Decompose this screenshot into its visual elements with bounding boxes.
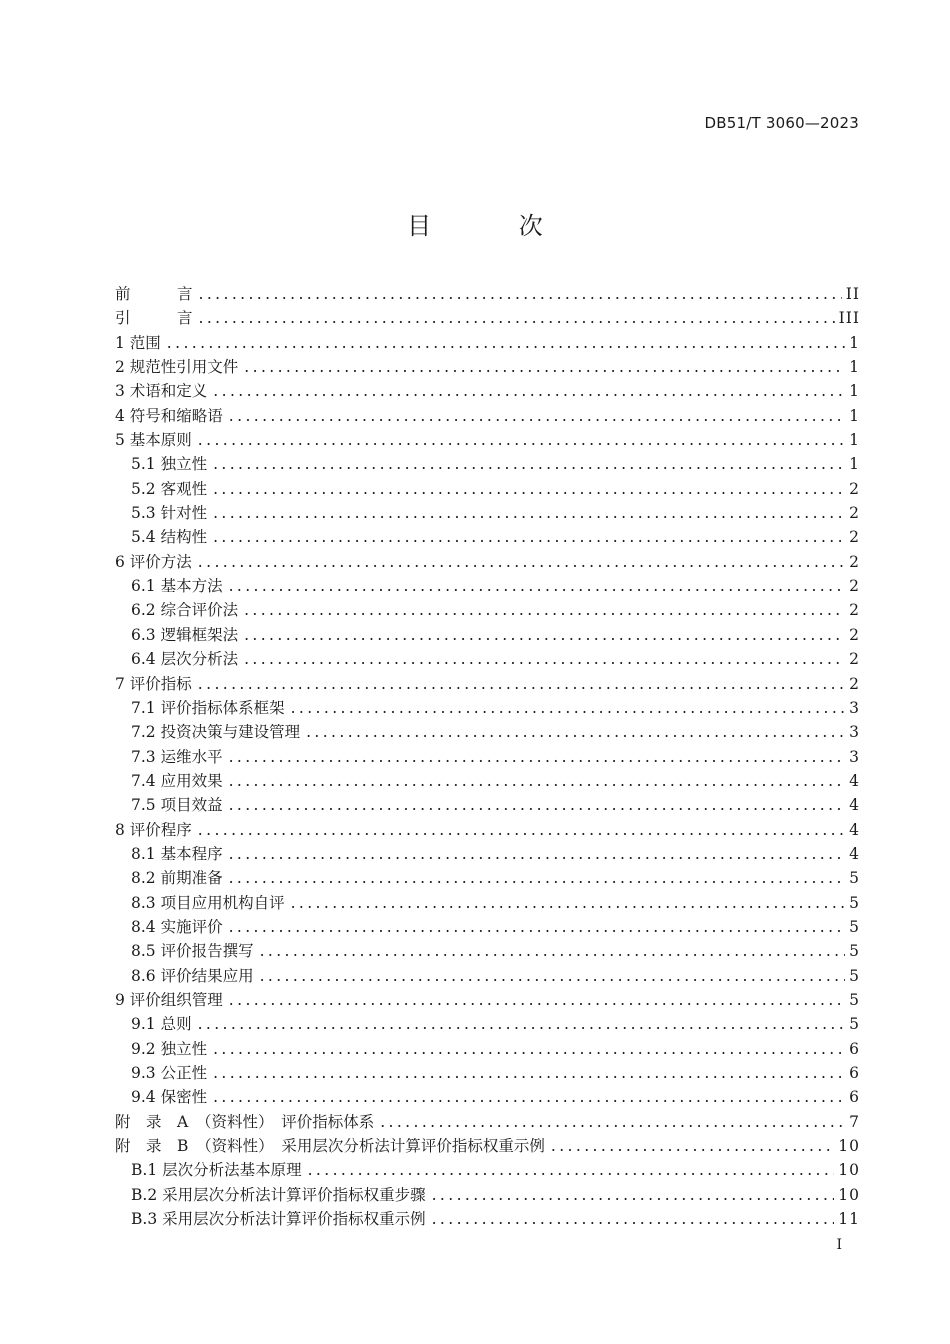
toc-entry-label: 8.6 评价结果应用: [131, 966, 254, 985]
document-code: DB51/T 3060—2023: [704, 114, 859, 132]
toc-entry[interactable]: [115, 550, 860, 574]
toc-entry-label: 7.2 投资决策与建设管理: [131, 723, 301, 742]
toc-entry-page: 3: [849, 747, 860, 766]
toc-entry-label: 5 基本原则: [115, 431, 192, 450]
toc-entry-label: 6.4 层次分析法: [131, 650, 239, 669]
toc-entry-page: 1: [849, 431, 860, 450]
toc-entry[interactable]: [115, 355, 860, 379]
toc-entry-page: 10: [838, 1161, 860, 1180]
toc-entry[interactable]: [115, 939, 860, 963]
toc-entry-page: 11: [838, 1210, 860, 1229]
toc-entry-label: 9.2 独立性: [131, 1039, 208, 1058]
toc-entry[interactable]: [115, 477, 860, 501]
toc-entry-label: 7.4 应用效果: [131, 771, 223, 790]
toc-leader-dots: [213, 477, 845, 501]
toc-entry[interactable]: [115, 1158, 860, 1182]
toc-entry[interactable]: [115, 1134, 860, 1158]
toc-leader-dots: [213, 501, 845, 525]
toc-entry-label: 4 符号和缩略语: [115, 406, 223, 425]
toc-entry-label: 5.4 结构性: [131, 528, 208, 547]
toc-entry-label: 6.3 逻辑框架法: [131, 625, 239, 644]
toc-leader-dots: [229, 745, 846, 769]
toc-entry-page: 1: [849, 333, 860, 352]
toc-entry[interactable]: [115, 672, 860, 696]
toc-entry-page: 2: [849, 601, 860, 620]
toc-leader-dots: [260, 939, 846, 963]
toc-entry[interactable]: [115, 647, 860, 671]
toc-leader-dots: [244, 647, 845, 671]
toc-entry[interactable]: [115, 331, 860, 355]
toc-entry-label: 8.2 前期准备: [131, 869, 223, 888]
toc-leader-dots: [432, 1183, 835, 1207]
toc-entry-label: 6.2 综合评价法: [131, 601, 239, 620]
toc-leader-dots: [380, 1110, 845, 1134]
page-number: I: [836, 1237, 842, 1253]
toc-entry-label: 7.1 评价指标体系框架: [131, 698, 285, 717]
toc-entry[interactable]: [115, 1037, 860, 1061]
toc-leader-dots: [229, 404, 845, 428]
toc-leader-dots: [291, 891, 846, 915]
toc-entry-page: 3: [849, 698, 860, 717]
toc-entry-page: 5: [849, 869, 860, 888]
toc-entry-page: 5: [849, 990, 860, 1009]
toc-leader-dots: [291, 696, 846, 720]
toc-entry[interactable]: [115, 525, 860, 549]
toc-entry-page: 5: [849, 917, 860, 936]
toc-entry[interactable]: [115, 915, 860, 939]
toc-entry-label: 3 术语和定义: [115, 382, 208, 401]
toc-leader-dots: [198, 672, 845, 696]
toc-entry[interactable]: [115, 623, 860, 647]
toc-entry-page: 4: [849, 771, 860, 790]
toc-entry-page: 6: [849, 1088, 860, 1107]
toc-leader-dots: [229, 793, 846, 817]
toc-entry-page: 6: [849, 1039, 860, 1058]
toc-entry[interactable]: [115, 379, 860, 403]
toc-entry[interactable]: [115, 404, 860, 428]
toc-entry[interactable]: [115, 818, 860, 842]
toc-entry-page: 2: [849, 650, 860, 669]
toc-leader-dots: [198, 1012, 846, 1036]
toc-entry[interactable]: [115, 769, 860, 793]
toc-leader-dots: [229, 769, 846, 793]
toc-entry[interactable]: [115, 1012, 860, 1036]
toc-entry-page: 2: [849, 528, 860, 547]
toc-entry-label: 9.1 总则: [131, 1015, 192, 1034]
toc-leader-dots: [213, 525, 845, 549]
toc-leader-dots: [432, 1207, 835, 1231]
toc-entry-page: 1: [849, 358, 860, 377]
toc-entry[interactable]: [115, 428, 860, 452]
toc-entry-label: 6 评价方法: [115, 552, 192, 571]
toc-leader-dots: [260, 964, 846, 988]
toc-leader-dots: [229, 988, 845, 1012]
toc-entry-page: 5: [849, 966, 860, 985]
toc-entry[interactable]: [115, 1061, 860, 1085]
toc-entry-label: 8.1 基本程序: [131, 844, 223, 863]
toc-entry-page: 2: [849, 625, 860, 644]
toc-leader-dots: [244, 623, 845, 647]
toc-entry-page: 7: [849, 1112, 860, 1131]
toc-leader-dots: [229, 866, 846, 890]
toc-entry-label: 8.3 项目应用机构自评: [131, 893, 285, 912]
toc-entry-label: 8 评价程序: [115, 820, 192, 839]
toc-entry[interactable]: [115, 696, 860, 720]
toc-entry-page: 2: [849, 479, 860, 498]
toc-entry[interactable]: [115, 1183, 860, 1207]
toc-entry[interactable]: [115, 1207, 860, 1231]
toc-entry-page: 1: [849, 406, 860, 425]
toc-leader-dots: [198, 550, 845, 574]
toc-entry-page: 5: [849, 942, 860, 961]
toc-entry-label: 7.3 运维水平: [131, 747, 223, 766]
toc-entry-page: 5: [849, 1015, 860, 1034]
toc-entry[interactable]: [115, 988, 860, 1012]
toc-entry-label: B.1 层次分析法基本原理: [131, 1161, 302, 1180]
toc-leader-dots: [229, 915, 846, 939]
toc-leader-dots: [213, 1061, 845, 1085]
toc-entry-page: 4: [849, 844, 860, 863]
toc-entry-label: 1 范围: [115, 333, 161, 352]
toc-entry-page: 1: [849, 455, 860, 474]
toc-entry-label: 2 规范性引用文件: [115, 358, 239, 377]
toc-entry-label: 引 言: [115, 309, 193, 328]
toc-entry[interactable]: [115, 501, 860, 525]
toc-entry-page: 3: [849, 723, 860, 742]
toc-entry[interactable]: [115, 598, 860, 622]
toc-entry[interactable]: [115, 452, 860, 476]
toc-leader-dots: [213, 452, 845, 476]
toc-leader-dots: [244, 598, 845, 622]
toc-entry-page: III: [838, 309, 860, 328]
toc-entry-label: B.2 采用层次分析法计算评价指标权重步骤: [131, 1185, 426, 1204]
toc-entry-label: 9.4 保密性: [131, 1088, 208, 1107]
toc-entry-label: 5.2 客观性: [131, 479, 208, 498]
toc-entry-label: 附 录 B （资料性） 采用层次分析法计算评价指标权重示例: [115, 1137, 545, 1156]
page-title: 目 次: [407, 212, 583, 240]
toc-entry-label: 8.4 实施评价: [131, 917, 223, 936]
toc-entry-page: 6: [849, 1064, 860, 1082]
toc-leader-dots: [213, 1037, 845, 1061]
toc-entry-page: 4: [849, 820, 860, 839]
toc-leader-dots: [551, 1134, 834, 1158]
toc-leader-dots: [199, 282, 842, 306]
toc-entry-label: 8.5 评价报告撰写: [131, 942, 254, 961]
toc-entry-page: 10: [838, 1137, 860, 1156]
toc-entry[interactable]: [115, 891, 860, 915]
toc-entry-label: 5.3 针对性: [131, 504, 208, 523]
toc-leader-dots: [198, 818, 845, 842]
toc-leader-dots: [229, 842, 846, 866]
toc-entry-label: 5.1 独立性: [131, 455, 208, 474]
toc-entry-page: 10: [838, 1185, 860, 1204]
toc-leader-dots: [306, 720, 845, 744]
toc-entry[interactable]: [115, 842, 860, 866]
toc-leader-dots: [198, 428, 845, 452]
toc-entry-label: 6.1 基本方法: [131, 577, 223, 596]
toc-leader-dots: [199, 306, 835, 330]
toc-leader-dots: [213, 1085, 845, 1109]
toc-entry-label: 附 录 A （资料性） 评价指标体系: [115, 1112, 375, 1131]
toc-entry[interactable]: [115, 1110, 860, 1134]
toc-leader-dots: [244, 355, 845, 379]
toc-entry[interactable]: [115, 745, 860, 769]
toc-entry[interactable]: [115, 866, 860, 890]
toc-entry[interactable]: [115, 720, 860, 744]
toc-entry-page: 4: [849, 796, 860, 815]
toc-leader-dots: [308, 1158, 835, 1182]
toc-entry-label: B.3 采用层次分析法计算评价指标权重示例: [131, 1210, 426, 1229]
toc-entry-label: 9.3 公正性: [131, 1064, 208, 1082]
toc-entry[interactable]: [115, 306, 860, 330]
toc-entry-page: II: [845, 285, 860, 303]
toc-entry-page: 5: [849, 893, 860, 912]
toc-entry-label: 前 言: [115, 285, 193, 303]
toc-entry-label: 7.5 项目效益: [131, 796, 223, 815]
toc-entry[interactable]: [115, 964, 860, 988]
toc-entry-page: 2: [849, 577, 860, 596]
toc-entry[interactable]: [115, 793, 860, 817]
table-of-contents: [115, 282, 860, 1231]
toc-entry-label: 9 评价组织管理: [115, 990, 223, 1009]
toc-entry[interactable]: [115, 1085, 860, 1109]
toc-entry[interactable]: [115, 574, 860, 598]
toc-leader-dots: [213, 379, 845, 403]
toc-entry-page: 2: [849, 552, 860, 571]
toc-leader-dots: [229, 574, 846, 598]
toc-entry-page: 1: [849, 382, 860, 401]
toc-entry-page: 2: [849, 504, 860, 523]
toc-entry[interactable]: [115, 282, 860, 306]
toc-leader-dots: [167, 331, 845, 355]
toc-entry-page: 2: [849, 674, 860, 693]
toc-entry-label: 7 评价指标: [115, 674, 192, 693]
